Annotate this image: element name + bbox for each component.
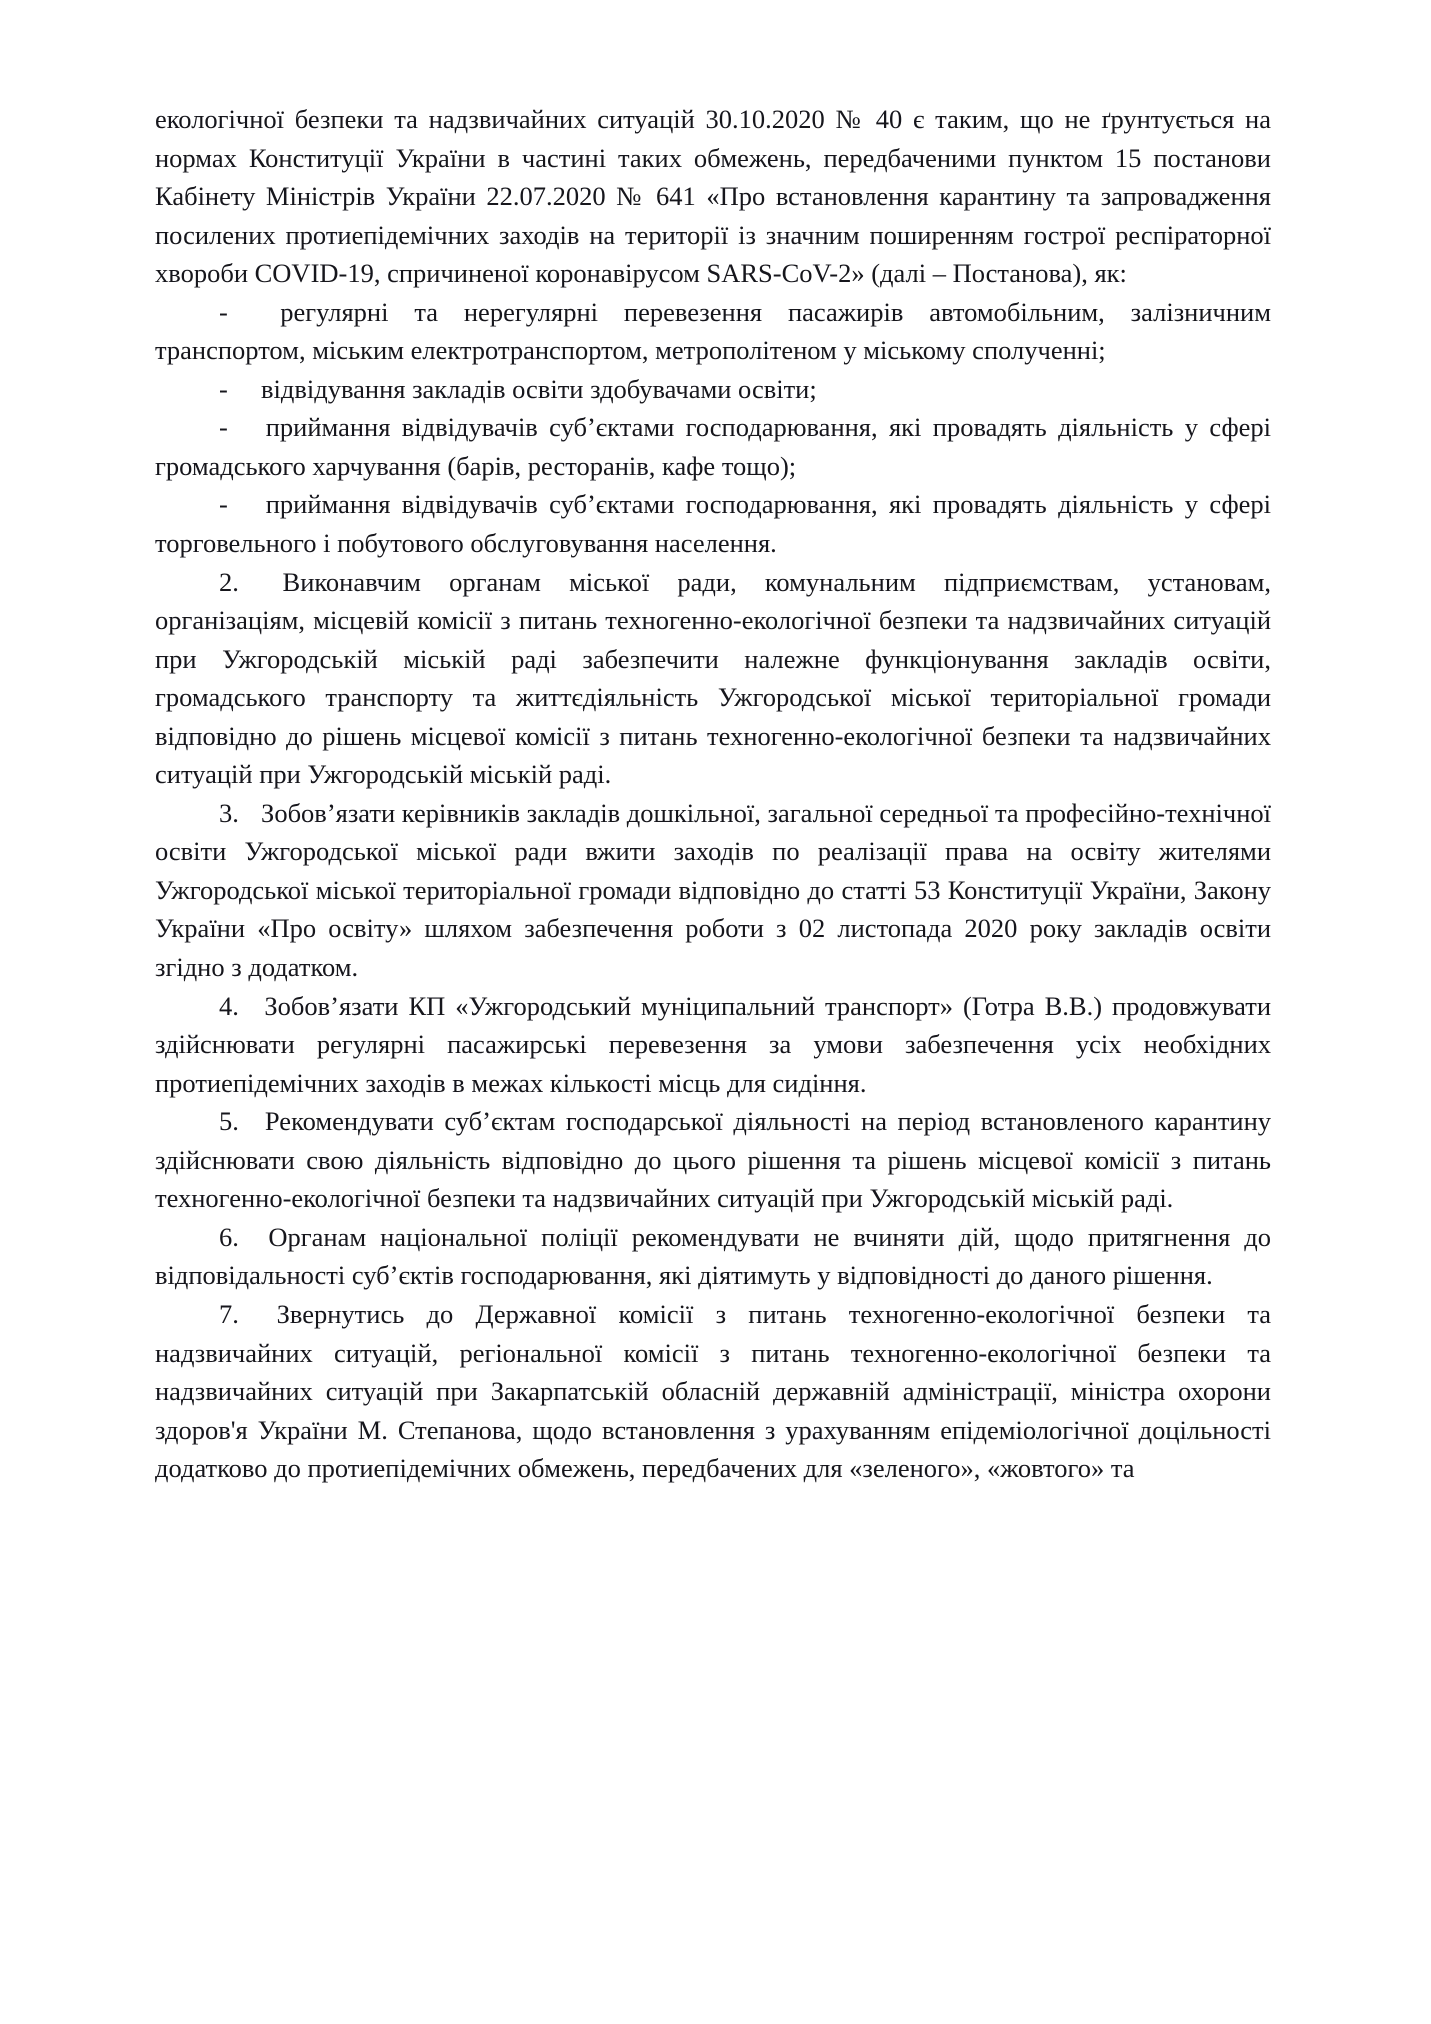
numbered-item-5: 5. Рекомендувати суб’єктам господарської діяльності на період встановленого карантину здійснювати свою діяльність відповідно до цього рішення та рішень місцевої комісії з питань техногенно-екологічної безпеки та надзвичайних ситуацій при Ужгородській міській раді. <box>155 1106 1278 1214</box>
numbered-item-3: 3. Зобов’язати керівників закладів дошкільної, загальної середньої та професійно-технічної освіти Ужгородської міської ради вжити заходів по реалізації права на освіту жителями Ужгородської міської територіальної громади відповідно до статті 53 Конституції України, Закону України «Про освіту» шляхом забезпечення роботи з 02 листопада 2020 року закладів освіти згідно з додатком. <box>155 797 1278 983</box>
numbered-item-7: 7. Звернутись до Державної комісії з питань техногенно-екологічної безпеки та надзвичайних ситуацій, регіональної комісії з питань техногенно-екологічної безпеки та надзвичайних ситуацій при Закарпатській обласній державній адміністрації, міністра охорони здоров'я України М. Степанова, щодо встановлення з урахуванням епідеміологічної доцільності додатково до протиепідемічних обмежень, передбачених для «зеленого», «жовтого» та <box>155 1298 1278 1484</box>
numbered-item-6: 6. Органам національної поліції рекомендувати не вчиняти дій, щодо притягнення до відповідальності суб’єктів господарювання, які діятимуть у відповідності до даного рішення. <box>155 1221 1278 1291</box>
list-item-bullet-3: - приймання відвідувачів суб’єктами господарювання, які провадять діяльність у сфері громадського харчування (барів, ресторанів, кафе тощо); <box>155 412 1278 481</box>
list-item-bullet-2: - відвідування закладів освіти здобувачами освіти; <box>219 373 817 404</box>
document-body <box>155 100 1278 1488</box>
numbered-item-4: 4. Зобов’язати КП «Ужгородський муніципальний транспорт» (Готра В.В.) продовжувати здійснювати регулярні пасажирські перевезення за умови забезпечення усіх необхідних протиепідемічних заходів в межах кількості місць для сидіння. <box>155 990 1278 1098</box>
list-item-bullet-4: - приймання відвідувачів суб’єктами господарювання, які провадять діяльність у сфері торговельного і побутового обслуговування населення. <box>155 489 1278 559</box>
list-item-bullet-1: - регулярні та нерегулярні перевезення пасажирів автомобільним, залізничним транспортом, міським електротранспортом, метрополітеном у міському сполученні; <box>155 296 1278 366</box>
paragraph-intro: екологічної безпеки та надзвичайних ситуацій 30.10.2020 № 40 є таким, що не ґрунтується на нормах Конституції України в частині таких обмежень, передбаченими пунктом 15 постанови Кабінету Міністрів України 22.07.2020 № 641 «Про встановлення карантину та запровадження посилених протиепідемічних заходів на території із значним поширенням гострої респіраторної хвороби COVID-19, спричиненої коронавірусом SARS-CoV-2» (далі – Постанова), як: <box>155 104 1278 289</box>
numbered-item-2: 2. Виконавчим органам міської ради, комунальним підприємствам, установам, організаціям, місцевій комісії з питань техногенно-екологічної безпеки та надзвичайних ситуацій при Ужгородській міській раді забезпечити належне функціонування закладів освіти, громадського транспорту та життєдіяльність Ужгородської міської територіальної громади відповідно до рішень місцевої комісії з питань техногенно-екологічної безпеки та надзвичайних ситуацій при Ужгородській міській раді. <box>155 566 1278 790</box>
